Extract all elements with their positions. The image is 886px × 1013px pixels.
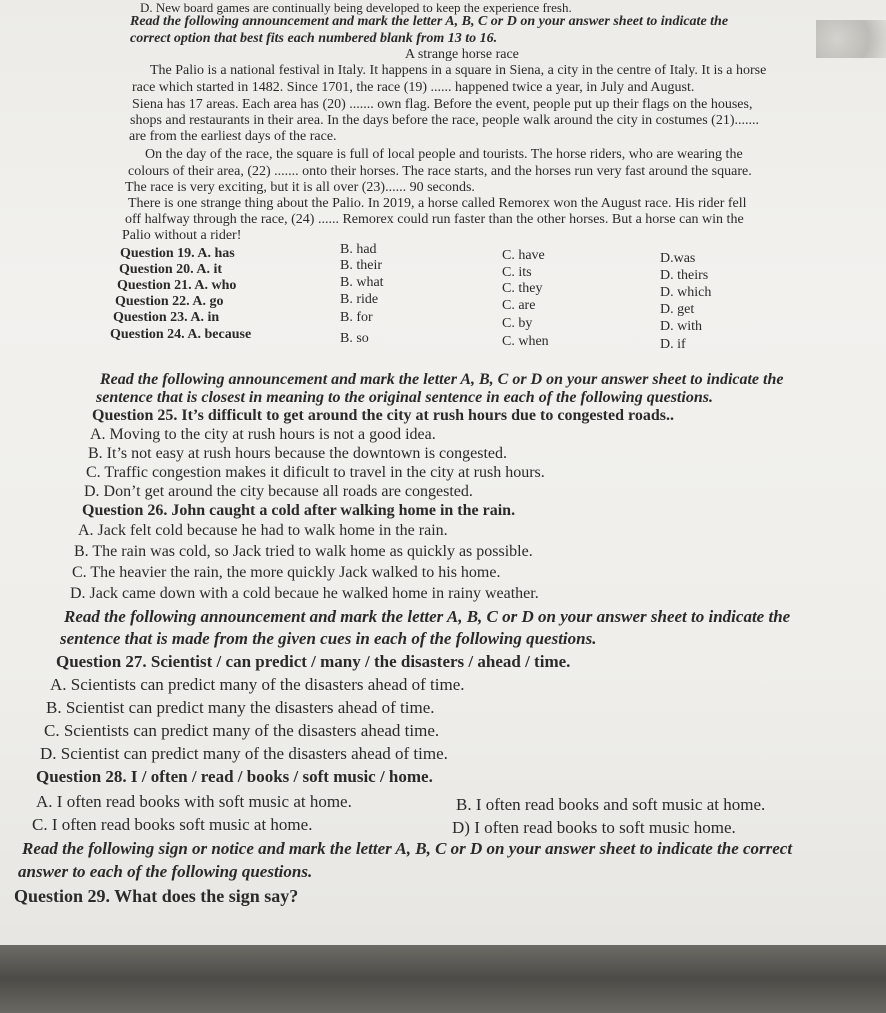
option-c[interactable]: C. they [502,281,543,296]
question-21: Question 21. A. who [117,278,237,293]
option-c[interactable]: C. by [502,316,533,331]
section4-instruction-line1: Read the following sign or notice and mark the letter A, B, C or D on your answer sheet to indicate the correct [22,839,793,858]
section1-instruction-line2: correct option that best fits each numbered blank from 13 to 16. [130,31,498,46]
background-surface [0,945,886,1013]
passage-line: On the day of the race, the square is full of local people and tourists. The horse riders, who are wearing the [145,147,743,162]
question-24: Question 24. A. because [110,327,252,342]
option-b[interactable]: B. had [340,242,377,257]
option-c[interactable]: C. I often read books soft music at home. [32,815,313,834]
option-b[interactable]: B. Scientist can predict many the disasters ahead of time. [46,698,435,717]
option-d[interactable]: D. which [660,285,712,300]
question-27: Question 27. Scientist / can predict / many / the disasters / ahead / time. [56,652,571,671]
option-c[interactable]: C. are [502,298,536,313]
passage-line: shops and restaurants in their area. In the days before the race, people walk around the city in costumes (21)....... [130,113,760,128]
option-d[interactable]: D) I often read books to soft music home. [452,818,736,837]
question-19: Question 19. A. has [120,246,235,261]
question-20: Question 20. A. it [119,262,223,277]
passage-line: off halfway through the race, (24) ...... Remorex could run faster than the other horses. But a horse can win the [125,212,744,227]
question-29-text: Question 29. What does the sign say? [14,886,299,906]
option-d[interactable]: D. get [660,302,695,317]
option-d[interactable]: D. theirs [660,268,709,283]
option-b[interactable]: B. It’s not easy at rush hours because the downtown is congested. [88,445,508,462]
option-b[interactable]: B. their [340,258,382,273]
passage-line: There is one strange thing about the Palio. In 2019, a horse called Remorex won the August race. His rider fell [128,196,747,211]
option-c[interactable]: C. Traffic congestion makes it dificult to travel in the city at rush hours. [86,464,545,481]
option-d[interactable]: D. if [660,337,686,352]
option-a[interactable]: A. Jack felt cold because he had to walk home in the rain. [78,522,448,539]
option-b[interactable]: B. ride [340,292,379,307]
passage-line: The race is very exciting, but it is all over (23)...... 90 seconds. [125,180,475,195]
section1-instruction-line1: Read the following announcement and mark the letter A, B, C or D on your answer sheet to indicate the [130,14,729,29]
passage-line: Siena has 17 areas. Each area has (20) ....... own flag. Before the event, people put up their flags on the houses, [132,97,753,112]
question-26: Question 26. John caught a cold after walking home in the rain. [82,502,516,519]
passage-title: A strange horse race [405,47,519,62]
passage-line: colours of their area, (22) ....... onto their horses. The race starts, and the horses run very fast around the square. [128,164,752,179]
option-d[interactable]: D. Don’t get around the city because all roads are congested. [84,483,473,500]
section3-instruction-line1: Read the following announcement and mark the letter A, B, C or D on your answer sheet to indicate the [64,607,791,626]
option-d[interactable]: D. Scientist can predict many of the disasters ahead of time. [40,744,448,763]
option-a[interactable]: A. Scientists can predict many of the disasters ahead of time. [50,675,465,694]
question-29 [14,887,298,905]
passage-line: Palio without a rider! [122,228,242,243]
option-a[interactable]: A. Moving to the city at rush hours is not a good idea. [90,426,436,443]
option-b[interactable]: B. for [340,310,373,325]
question-28: Question 28. I / often / read / books / soft music / home. [36,767,433,786]
option-c[interactable]: C. when [502,334,549,349]
section2-instruction-line2: sentence that is closest in meaning to the original sentence in each of the following questions. [96,389,713,406]
option-c[interactable]: C. Scientists can predict many of the disasters ahead time. [44,721,440,740]
option-b[interactable]: B. so [340,331,369,346]
section2-instruction-line1: Read the following announcement and mark the letter A, B, C or D on your answer sheet to indicate the [100,371,784,388]
section4-instruction-line2: answer to each of the following questions. [18,862,313,881]
option-a[interactable]: A. I often read books with soft music at home. [36,792,352,811]
option-b[interactable]: B. I often read books and soft music at home. [456,795,766,814]
previous-option-text: D. New board games are continually being developed to keep the experience fresh. [140,0,572,15]
question-22: Question 22. A. go [115,294,224,309]
corner-photo-fragment [816,20,886,58]
section3-instruction-line2: sentence that is made from the given cues in each of the following questions. [60,629,597,648]
question-23: Question 23. A. in [113,310,220,325]
passage-line: The Palio is a national festival in Italy. It happens in a square in Siena, a city in the centre of Italy. It is a horse [150,63,767,78]
option-b[interactable]: B. what [340,275,384,290]
option-b[interactable]: B. The rain was cold, so Jack tried to walk home as quickly as possible. [74,543,533,560]
option-d[interactable]: D. with [660,319,702,334]
option-d[interactable]: D. Jack came down with a cold becaue he walked home in rainy weather. [70,585,539,602]
option-c[interactable]: C. have [502,248,545,263]
option-c[interactable]: C. The heavier the rain, the more quickly Jack walked to his home. [72,564,501,581]
question-25: Question 25. It’s difficult to get around the city at rush hours due to congested roads.. [92,407,674,424]
option-d[interactable]: D.was [660,251,696,266]
passage-line: race which started in 1482. Since 1701, the race (19) ...... happened twice a year, in July and August. [132,80,695,95]
option-c[interactable]: C. its [502,265,532,280]
passage-line: are from the earliest days of the race. [129,129,337,144]
